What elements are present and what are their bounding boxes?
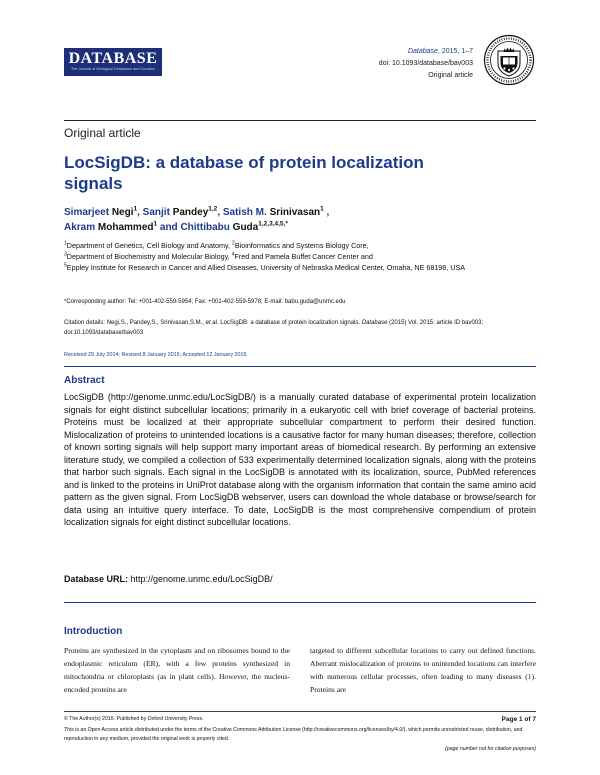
database-url-link[interactable]: http://genome.unmc.edu/LocSigDB/ bbox=[128, 574, 273, 584]
logo-wordmark: DATABASE bbox=[68, 50, 158, 67]
journal-logo bbox=[64, 48, 162, 76]
introduction-heading: Introduction bbox=[64, 626, 123, 637]
author-last-name[interactable]: Pandey bbox=[172, 207, 209, 218]
citation-middle: LocSigDB: a database of protein localization signals. bbox=[218, 320, 362, 326]
oxford-seal-icon bbox=[483, 34, 535, 86]
author-last-name[interactable]: Mohammed bbox=[97, 222, 154, 233]
corresponding-author: *Corresponding author: Tel: +001-402-559-5954; Fax: +001-402-559-5978; E-mail: babu.guda@unmc.edu bbox=[64, 299, 346, 305]
citation-suffix: (2015) Vol. 2015: article ID bav003; doi:10.1093/database/bav003 bbox=[64, 320, 484, 336]
author-last-name[interactable]: Srinivasan bbox=[269, 207, 321, 218]
author-list: Simarjeet Negi$^1$, Sanjit Pandey$^{1,2}$, Satish M. Srinivasan$^1$ , Akram Mohammed$^1$ and Chittibabu Guda$^{1,2,3,4,5,*}$ bbox=[64, 205, 330, 233]
intro-column-right bbox=[310, 644, 536, 696]
page-number: Page 1 of 7 bbox=[501, 716, 536, 723]
affil-text: Bioinformatics and Systems Biology Core, bbox=[234, 241, 369, 250]
author-first-name[interactable]: Sanjit bbox=[142, 207, 170, 218]
header-rule bbox=[64, 120, 536, 121]
author-affil-sup: 1 bbox=[133, 205, 138, 213]
section-label: Original article bbox=[64, 126, 141, 140]
author-affil-sup: 1 bbox=[320, 205, 324, 213]
page-number-note: (page number not for citation purposes) bbox=[445, 746, 536, 752]
intro-column-left: Proteins are synthesized in the cytoplasm and on ribosomes bound to the endoplasmic reticulum (ER), with a few proteins synthesized in mitochondria or chloroplasts (as in plant cells). However, the nucleus-encoded proteins are bbox=[64, 646, 290, 694]
author-first-name[interactable]: Satish M. bbox=[222, 207, 267, 218]
affil-sup: 5 bbox=[64, 262, 67, 269]
article-type: Original article bbox=[428, 72, 473, 79]
abstract-heading: Abstract bbox=[64, 375, 105, 386]
author-last-name[interactable]: Negi bbox=[111, 207, 134, 218]
affil-text: Eppley Institute for Research in Cancer and Allied Diseases, University of Nebraska Medical Center, Omaha, NE 68198, USA bbox=[66, 263, 466, 272]
citation-prefix: Citation details: Negi,S., Pandey,S., Srinivasan,S.M., bbox=[64, 320, 206, 326]
abstract-body: LocSigDB (http://genome.unmc.edu/LocSigDB/) is a manually curated database of experimental protein localization signals for eight distinct subcellular locations; primarily in a eukaryotic cell with brief coverage of bacterial proteins. Proteins must be localized at their appropriate subcellular compartment to perform their desired function. Mislocalization of proteins to unintended locations is a causative factor for many human diseases; therefore, collection of known sorting signals will help support many important areas of biomedical research. By performing an extensive literature study, we compiled a collection of 533 experimentally determined localization signals, along with the proteins that harbor such signals. Each signal in the LocSigDB is annotated with its localization, source, PubMed references and is linked to the proteins in UniProt database along with the organism information that contain the same amino acid pattern as the given signal. From LocSigDB webserver, users can download the whole database or browse/search for data using an intuitive query interface. To date, LocSigDB is the most comprehensive compendium of protein localization signals for eight distinct subcellular locations. bbox=[64, 392, 536, 527]
affil-sup: 3 bbox=[64, 251, 67, 258]
affil-sup: 1 bbox=[64, 240, 67, 247]
author-affil-sup: 1 bbox=[153, 220, 158, 228]
citation-journal: Database bbox=[361, 320, 388, 326]
logo-subtitle: The Journal of Biological Databases and Curation bbox=[71, 67, 155, 71]
footer-rule bbox=[64, 711, 536, 712]
copyright: © The Author(s) 2015. Published by Oxford University Press. bbox=[64, 716, 204, 722]
affil-text: Fred and Pamela Buffet Cancer Center and bbox=[234, 252, 373, 261]
article-title: LocSigDB: a database of protein localization signals bbox=[64, 153, 424, 193]
journal-name: Database, bbox=[407, 48, 440, 55]
affil-text: Department of Biochemistry and Molecular Biology, bbox=[66, 252, 232, 261]
intro-right-text-end: ). Proteins are bbox=[310, 672, 536, 694]
citation-details bbox=[64, 318, 536, 338]
affil-text: Department of Genetics, Cell Biology and Anatomy, bbox=[66, 241, 233, 250]
reference-link[interactable]: 1 bbox=[527, 672, 532, 681]
affil-sup: 4 bbox=[231, 251, 235, 258]
doi: doi: 10.1093/database/bav003 bbox=[378, 60, 473, 67]
article-dates: Received 29 July 2014; Revised 8 January 2015; Accepted 12 January 2015 bbox=[64, 352, 247, 358]
intro-right-text: targeted to different subcellular locations to carry out defined functions. Aberrant mislocalization of proteins to unintended locations can interfere with numerous cellular processes, often leading to many diseases ( bbox=[310, 646, 536, 681]
author-first-name[interactable]: Akram bbox=[64, 222, 96, 233]
affiliations bbox=[64, 240, 536, 273]
database-url bbox=[64, 574, 273, 584]
author-affil-sup: 1,2 bbox=[208, 205, 218, 213]
abstract-rule-top bbox=[64, 366, 536, 367]
author-first-name[interactable]: Simarjeet bbox=[64, 207, 110, 218]
database-url-label: Database URL: bbox=[64, 574, 129, 584]
journal-pages: 2015, 1–7 bbox=[439, 48, 473, 55]
abstract-rule-bottom bbox=[64, 602, 536, 603]
citation-etal: et al. bbox=[205, 320, 219, 326]
license-text: This is an Open Access article distributed under the terms of the Creative Commons Attribution License (http://creativecommons.org/licenses/by/4.0/), which permits unrestricted reuse, distribution, and reproduction in any medium, provided the original work is properly cited. bbox=[64, 727, 523, 742]
author-last-name[interactable]: Guda bbox=[232, 222, 259, 233]
author-first-name[interactable]: Chittibabu bbox=[180, 222, 230, 233]
article-meta bbox=[379, 46, 473, 82]
author-affil-sup: 1,2,3,4,5,* bbox=[258, 220, 288, 228]
affil-sup: 2 bbox=[232, 240, 235, 247]
